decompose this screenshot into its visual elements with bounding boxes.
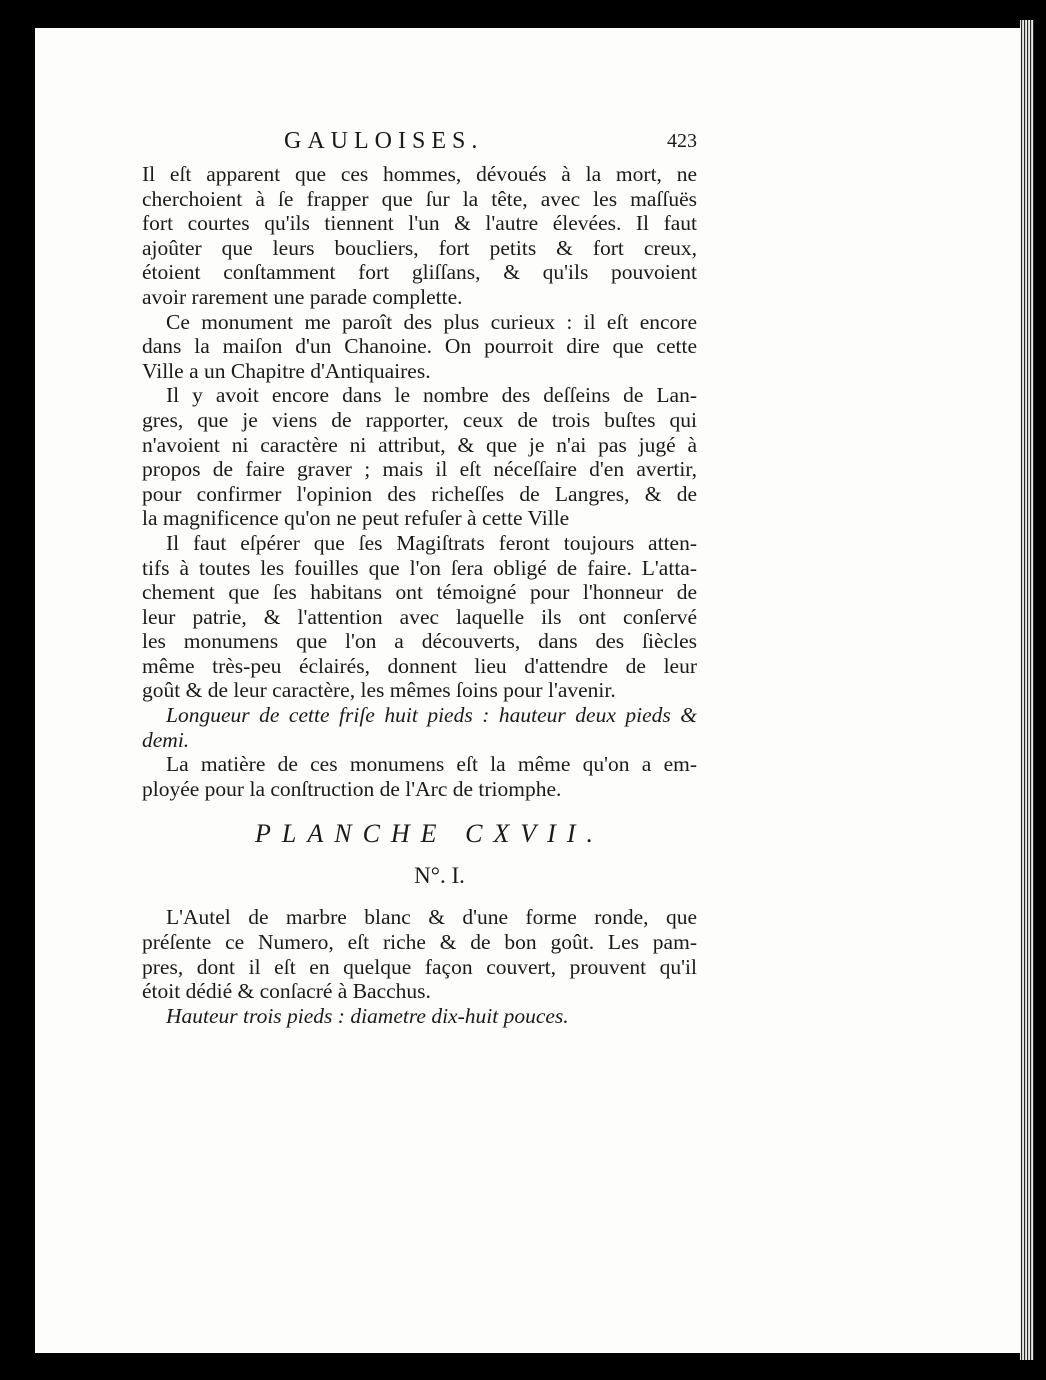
- text-line: Il faut eſpérer que ſes Magiſtrats feront toujours atten-: [166, 530, 697, 555]
- text-line: Longueur de cette friſe huit pieds : hauteur deux pieds &: [166, 703, 697, 728]
- text-line: ajoûter que leurs boucliers, fort petits & fort creux,: [142, 235, 697, 260]
- text-line: avoir rarement une parade complette.: [142, 284, 463, 309]
- text-line: même très-peu éclairés, donnent lieu d'attendre de leur: [142, 653, 697, 678]
- body-text-bottom: [142, 905, 697, 1028]
- text-line: n'avoient ni caractère ni attribut, & que je n'ai pas jugé à: [142, 432, 697, 457]
- paragraph: [142, 752, 697, 801]
- plate-heading: PLANCHE CXVII.: [255, 819, 604, 849]
- text-block: [142, 128, 697, 1028]
- text-line: Il y avoit encore dans le nombre des deſſeins de Lan-: [166, 383, 697, 408]
- page-edge: [1020, 20, 1034, 1360]
- text-line: étoient conſtamment fort gliſſans, & qu'ils pouvoient: [142, 260, 697, 285]
- text-line: dans la maiſon d'un Chanoine. On pourroit dire que cette: [142, 334, 697, 359]
- paragraph: [142, 703, 697, 752]
- paragraph: [142, 1004, 697, 1029]
- paragraph: [142, 383, 697, 531]
- text-line: propos de faire graver ; mais il eſt néceſſaire d'en avertir,: [142, 457, 697, 482]
- text-line: étoit dédié & conſacré à Bacchus.: [142, 979, 431, 1004]
- text-line: gres, que je viens de rapporter, ceux de trois buſtes qui: [142, 407, 697, 432]
- text-line: Ce monument me paroît des plus curieux : il eſt encore: [166, 309, 697, 334]
- text-line: La matière de ces monumens eſt la même qu'on a em-: [166, 752, 697, 777]
- paragraph: [142, 531, 697, 703]
- body-text-top: [142, 162, 697, 801]
- text-line: leur patrie, & l'attention avec laquelle ils ont conſervé: [142, 604, 697, 629]
- text-line: pres, dont il eſt en quelque façon couvert, prouvent qu'il: [142, 954, 697, 979]
- text-line: fort courtes qu'ils tiennent l'un & l'autre élevées. Il faut: [142, 211, 697, 236]
- page-number: 423: [667, 130, 697, 152]
- text-line: Ville a un Chapitre d'Antiquaires.: [142, 358, 431, 383]
- paragraph: [142, 310, 697, 384]
- text-line: la magnificence qu'on ne peut refuſer à cette Ville: [142, 506, 570, 531]
- text-line: les monumens que l'on a découverts, dans des ſiècles: [142, 629, 697, 654]
- text-line: Hauteur trois pieds : diametre dix-huit pouces.: [166, 1003, 569, 1028]
- text-line: pour confirmer l'opinion des richeſſes de Langres, & de: [142, 481, 697, 506]
- paragraph: [142, 162, 697, 310]
- running-head: [142, 128, 697, 162]
- text-line: cherchoient à ſe frapper que ſur la tête, avec les maſſuës: [142, 186, 697, 211]
- running-head-title: GAULOISES.: [284, 128, 484, 154]
- paragraph: [142, 905, 697, 1003]
- text-line: Il eſt apparent que ces hommes, dévoués à la mort, ne: [142, 162, 697, 186]
- text-line: tifs à toutes les fouilles que l'on ſera obligé de faire. L'atta-: [142, 555, 697, 580]
- text-line: L'Autel de marbre blanc & d'une forme ronde, que: [166, 905, 697, 930]
- text-line: préſente ce Numero, eſt riche & de bon goût. Les pam-: [142, 930, 697, 955]
- text-line: goût & de leur caractère, les mêmes ſoins pour l'avenir.: [142, 678, 616, 703]
- number-heading: N°. I.: [414, 863, 465, 889]
- text-line: demi.: [142, 727, 190, 752]
- text-line: ployée pour la conſtruction de l'Arc de triomphe.: [142, 776, 562, 801]
- text-line: chement que ſes habitans ont témoigné pour l'honneur de: [142, 580, 697, 605]
